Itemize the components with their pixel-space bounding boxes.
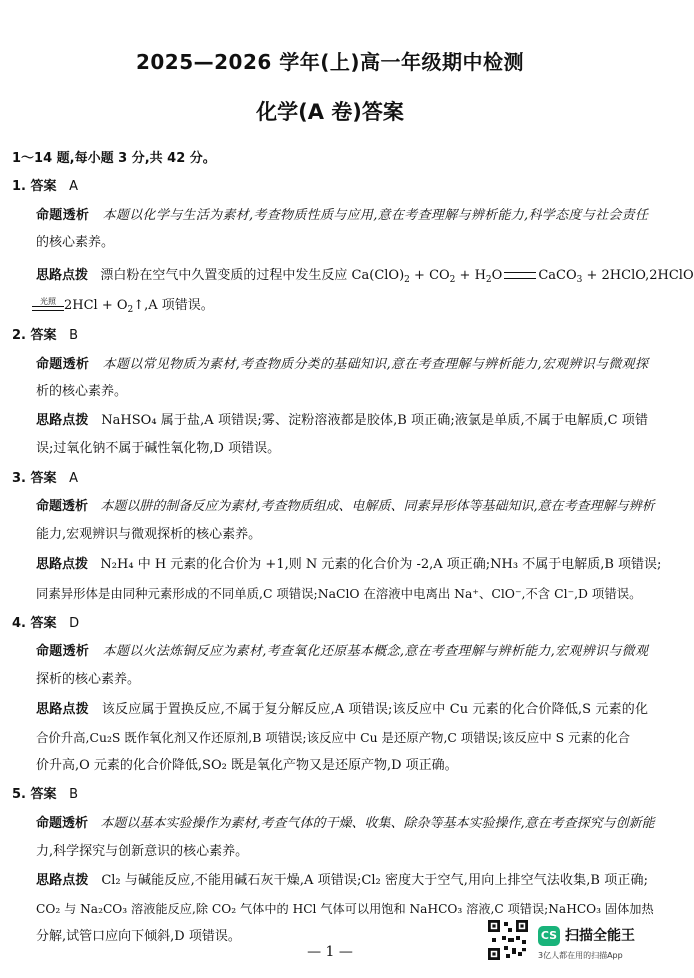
answer-value: D — [69, 616, 80, 631]
question-4-hint-line-3: 价升高,O 元素的化合价降低,SO₂ 既是氧化产物又是还原产物,D 项正确。 — [36, 758, 458, 773]
question-4-hint-line-1: 思路点拨 该反应属于置换反应,不属于复分解反应,A 项错误;该反应中 Cu 元素的化合价降低,S 元素的化 — [36, 702, 648, 717]
reaction-condition-arrow — [32, 297, 64, 315]
question-2-header — [12, 327, 78, 345]
section-intro: 1～14 题,每小题 3 分,共 42 分。 — [12, 151, 216, 166]
answer-label: 答案 — [30, 179, 57, 194]
qr-code-icon — [488, 920, 528, 960]
hint-label: 思路点拨 — [36, 268, 89, 283]
analysis-text: 本题以火法炼铜反应为素材,考查氧化还原基本概念,意在考查理解与辨析能力,宏观辨识与微观 — [102, 644, 648, 659]
hint-label: 思路点拨 — [36, 873, 89, 888]
question-1-analysis-line-1 — [36, 207, 648, 225]
question-3-analysis-line-2: 能力,宏观辨识与微观探析的核心素养。 — [36, 527, 262, 542]
answer-label: 答案 — [30, 787, 57, 802]
reaction-condition: 光照 — [40, 297, 56, 306]
question-2-analysis-line-1 — [36, 356, 648, 374]
question-1-hint-line-2: 光照 $2HCl + O_2↑,A$ 项错误。 — [32, 297, 214, 315]
question-3-analysis-line-1 — [36, 498, 655, 516]
question-2-hint-line-2: 误;过氧化钠不属于碱性氧化物,D 项错误。 — [36, 441, 281, 456]
camscanner-logo-icon: CS — [538, 926, 560, 946]
analysis-text: 本题以常见物质为素材,考查物质分类的基础知识,意在考查理解与辨析能力,宏观辨识与微观探 — [102, 357, 648, 372]
answer-label: 答案 — [30, 471, 57, 486]
analysis-label: 命题透析 — [36, 357, 90, 372]
question-number: 2. — [12, 328, 26, 343]
question-3-hint-line-2: 同素异形体是由同种元素形成的不同单质,C 项错误;NaClO 在溶液中电离出 Na⁺、ClO⁻,不含 Cl⁻,D 项错误。 — [36, 586, 642, 601]
camscanner-slogan: 3亿人都在用的扫描App — [538, 951, 623, 960]
question-5-hint-line-2: CO₂ 与 Na₂CO₃ 溶液能反应,除 CO₂ 气体中的 HCl 气体可以用饱和 NaHCO₃ 溶液,C 项错误;NaHCO₃ 固体加热 — [36, 902, 654, 916]
question-number: 5. — [12, 787, 26, 802]
question-3-hint-line-1: 思路点拨 N₂H₄ 中 H 元素的化合价为 +1,则 N 元素的化合价为 -2,A 项正确;NH₃ 不属于电解质,B 项错误; — [36, 557, 662, 572]
question-4-hint-line-2: 合价升高,Cu₂S 既作氧化剂又作还原剂,B 项错误;该反应中 Cu 是还原产物,C 项错误;该反应中 S 元素的化合 — [36, 730, 631, 745]
question-4-analysis-line-2: 探析的核心素养。 — [36, 672, 141, 687]
question-5-header — [12, 786, 78, 804]
camscanner-brand-name: 扫描全能王 — [565, 928, 635, 944]
analysis-label: 命题透析 — [36, 208, 90, 223]
answer-value: A — [69, 179, 78, 194]
question-1-analysis-line-2: 的核心素养。 — [36, 235, 115, 250]
answer-label: 答案 — [30, 328, 57, 343]
question-5-hint-line-3: 分解,试管口应向下倾斜,D 项错误。 — [36, 929, 241, 944]
question-3-header — [12, 470, 78, 488]
question-4-analysis-line-1 — [36, 643, 648, 661]
question-5-analysis-line-1 — [36, 815, 655, 833]
answer-value: A — [69, 471, 78, 486]
question-5-analysis-line-2: 力,科学探究与创新意识的核心素养。 — [36, 844, 249, 859]
question-2-hint-line-1: 思路点拨 NaHSO₄ 属于盐,A 项错误;雾、淀粉溶液都是胶体,B 项正确;液氯是单质,不属于电解质,C 项错 — [36, 413, 648, 428]
answer-value: B — [69, 787, 78, 802]
analysis-label: 命题透析 — [36, 499, 89, 514]
equals-sign — [504, 272, 536, 279]
question-5-hint-line-1: 思路点拨 Cl₂ 与碱能反应,不能用碱石灰干燥,A 项错误;Cl₂ 密度大于空气,用向上排空气法收集,B 项正确; — [36, 873, 648, 888]
page-number: — 1 — — [307, 944, 353, 960]
question-1-header — [12, 178, 78, 196]
question-2-analysis-line-2: 析的核心素养。 — [36, 384, 128, 399]
answer-value: B — [69, 328, 78, 343]
analysis-label: 命题透析 — [36, 644, 90, 659]
question-1-hint-line-1: 思路点拨 漂白粉在空气中久置变质的过程中发生反应 $Ca(ClO)_2 + CO_2 + H_2O$ CaCO$_3$ + 2HClO,2HClO — [36, 268, 694, 285]
question-number: 4. — [12, 616, 26, 631]
document-subtitle: 化学(A 卷)答案 — [256, 100, 404, 124]
document-title: 2025—2026 学年(上)高一年级期中检测 — [135, 50, 525, 74]
question-number: 3. — [12, 471, 26, 486]
analysis-text: 本题以肼的制备反应为素材,考查物质组成、电解质、同素异形体等基础知识,意在考查理解与辨析 — [100, 499, 655, 514]
hint-label: 思路点拨 — [36, 702, 89, 717]
question-4-header — [12, 615, 79, 633]
analysis-label: 命题透析 — [36, 816, 89, 831]
answer-label: 答案 — [30, 616, 57, 631]
analysis-text: 本题以化学与生活为素材,考查物质性质与应用,意在考查理解与辨析能力,科学态度与社会责任 — [102, 208, 648, 223]
hint-label: 思路点拨 — [36, 413, 89, 428]
hint-label: 思路点拨 — [36, 557, 89, 572]
analysis-text: 本题以基本实验操作为素材,考查气体的干燥、收集、除杂等基本实验操作,意在考查探究与创新能 — [100, 816, 655, 831]
question-number: 1. — [12, 179, 26, 194]
